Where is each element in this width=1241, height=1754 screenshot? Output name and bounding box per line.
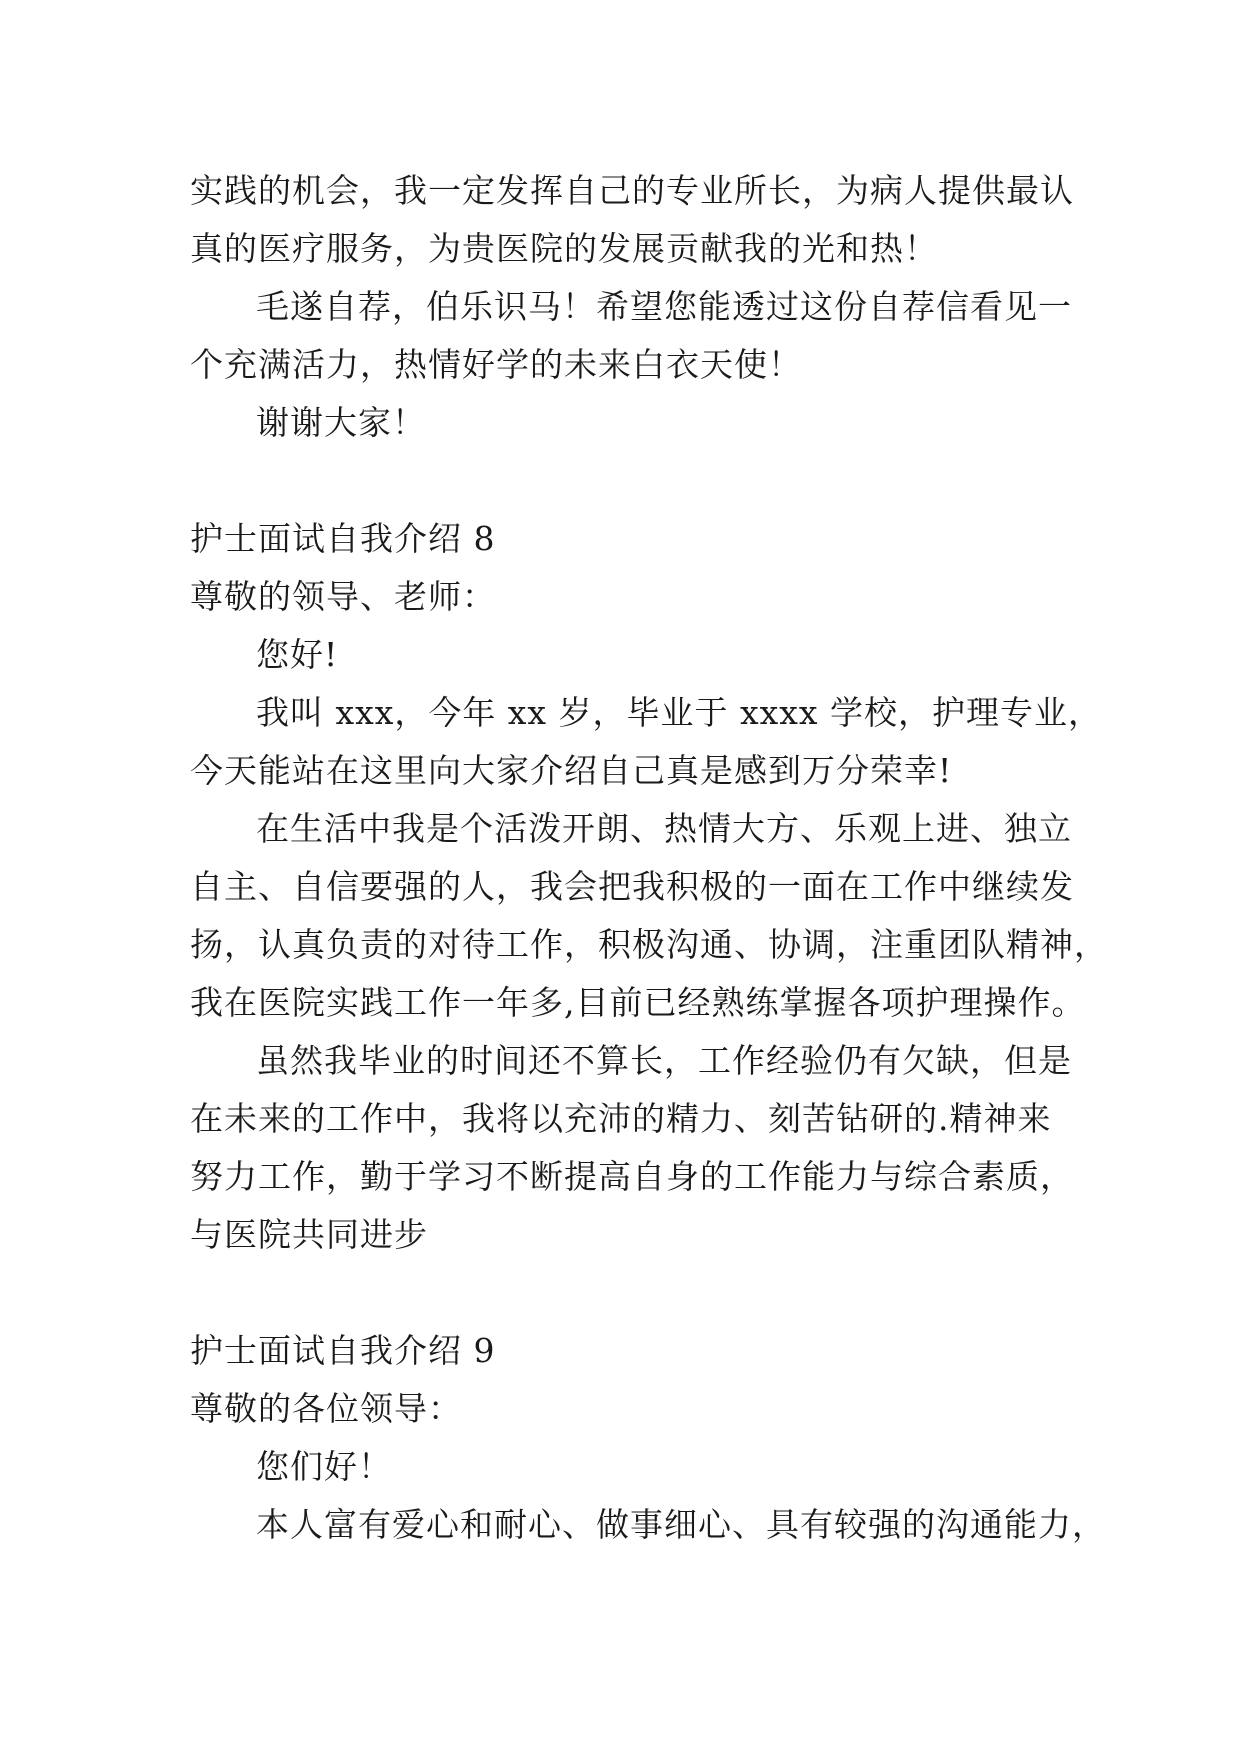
salutation: 尊敬的领导、老师：: [190, 577, 496, 616]
paragraph-line: 本人富有爱心和耐心、做事细心、具有较强的沟通能力，: [256, 1505, 1106, 1544]
paragraph-line: 今天能站在这里向大家介绍自己真是感到万分荣幸!: [190, 751, 953, 790]
paragraph-line: 我叫 xxx，今年 xx 岁，毕业于 xxxx 学校，护理专业，: [256, 693, 1102, 732]
paragraph-line: 在未来的工作中，我将以充沛的精力、刻苦钻研的.精神来: [190, 1099, 1052, 1138]
paragraph-line: 与医院共同进步: [190, 1215, 428, 1254]
paragraph-line: 努力工作，勤于学习不断提高自身的工作能力与综合素质，: [190, 1157, 1074, 1196]
document-body: [190, 162, 1108, 1554]
paragraph-line: 实践的机会，我一定发挥自己的专业所长，为病人提供最认: [190, 171, 1074, 210]
paragraph-line: 我在医院实践工作一年多,目前已经熟练掌握各项护理操作。: [190, 983, 1086, 1022]
paragraph-line: 扬，认真负责的对待工作，积极沟通、协调，注重团队精神，: [190, 925, 1108, 964]
section-spacer: [190, 1264, 1070, 1322]
section-heading: 护士面试自我介绍 8: [190, 519, 496, 558]
section-heading: 护士面试自我介绍 9: [190, 1331, 496, 1370]
paragraph-line: 虽然我毕业的时间还不算长，工作经验仍有欠缺，但是: [256, 1041, 1072, 1080]
paragraph-line: 自主、自信要强的人，我会把我积极的一面在工作中继续发: [190, 867, 1074, 906]
greeting: 您们好！: [256, 1447, 392, 1486]
paragraph-line: 在生活中我是个活泼开朗、热情大方、乐观上进、独立: [256, 809, 1072, 848]
greeting: 您好!: [256, 635, 339, 674]
section-spacer: [190, 452, 1070, 510]
paragraph-line: 个充满活力，热情好学的未来白衣天使！: [190, 345, 802, 384]
salutation: 尊敬的各位领导：: [190, 1389, 462, 1428]
paragraph-line: 毛遂自荐，伯乐识马！希望您能透过这份自荐信看见一: [256, 287, 1072, 326]
paragraph-line: 真的医疗服务，为贵医院的发展贡献我的光和热！: [190, 229, 938, 268]
closing-thanks: 谢谢大家！: [256, 403, 426, 442]
